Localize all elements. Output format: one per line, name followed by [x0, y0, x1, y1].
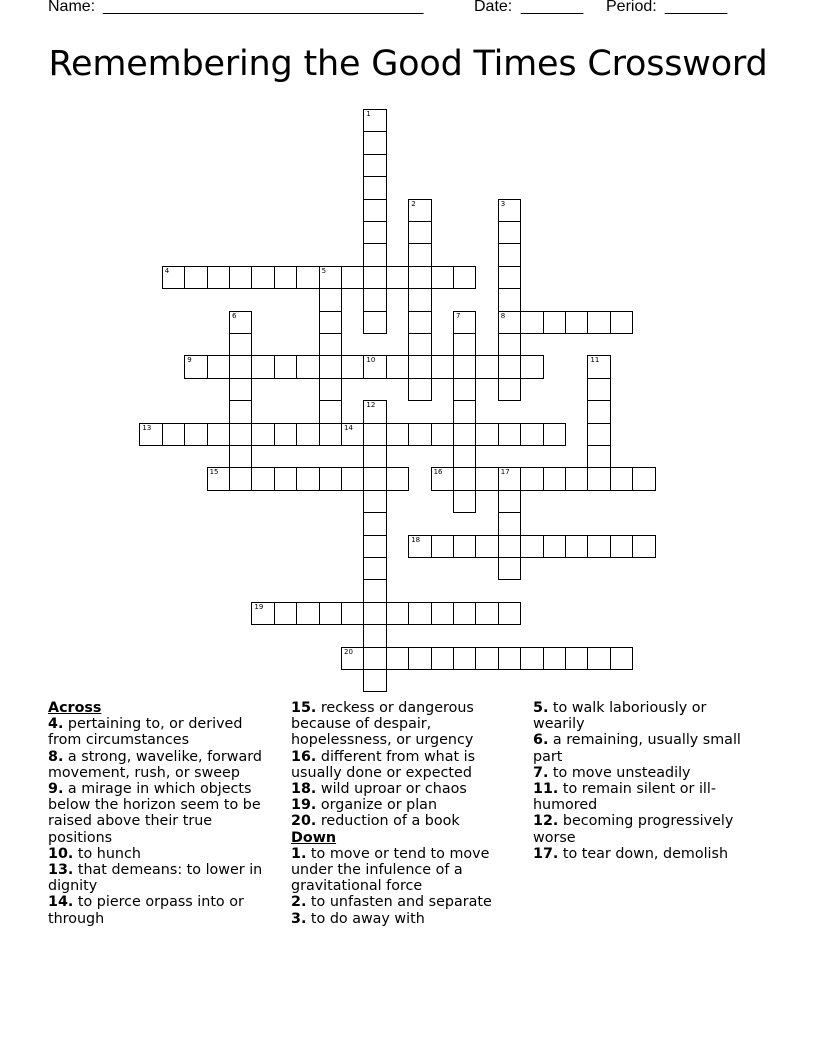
grid-cell[interactable] [207, 467, 230, 490]
grid-cell[interactable] [543, 647, 566, 670]
grid-cell[interactable] [431, 467, 454, 490]
grid-cell[interactable] [341, 647, 364, 670]
clue-number-label: 15. [291, 700, 317, 716]
clue-number: 19 [254, 602, 264, 611]
grid-cell[interactable] [453, 400, 476, 423]
clue-number: 9 [187, 356, 192, 365]
grid-cell[interactable] [251, 602, 274, 625]
clue [291, 749, 506, 781]
clue-number-label: 16. [291, 748, 317, 765]
grid-cell[interactable] [475, 423, 498, 446]
grid-cell[interactable] [431, 266, 454, 289]
clues-column-2 [291, 700, 506, 927]
clue [291, 781, 506, 797]
name-label: Name: [48, 0, 96, 15]
grid-cell[interactable] [386, 423, 409, 446]
grid-cell[interactable] [498, 288, 521, 311]
grid-cell[interactable] [363, 176, 386, 199]
grid-cell[interactable] [319, 423, 342, 446]
grid-cell[interactable] [319, 378, 342, 401]
clue [533, 765, 758, 781]
grid-cell[interactable] [251, 266, 274, 289]
clue [533, 813, 758, 845]
clue [48, 862, 273, 894]
clue [48, 781, 273, 846]
grid-cell[interactable] [274, 355, 297, 378]
grid-cell[interactable] [498, 647, 521, 670]
grid-cell[interactable] [520, 535, 543, 558]
grid-cell[interactable] [632, 535, 655, 558]
grid-cell[interactable] [453, 535, 476, 558]
grid-cell[interactable] [408, 221, 431, 244]
grid-cell[interactable] [229, 423, 252, 446]
grid-cell[interactable] [453, 378, 476, 401]
grid-cell[interactable] [498, 243, 521, 266]
clue-number-label: 19. [291, 797, 317, 814]
grid-cell[interactable] [363, 647, 386, 670]
clue-text: to move or tend to move under the infulence of a gravitational force [291, 845, 490, 895]
grid-cell[interactable] [229, 266, 252, 289]
grid-cell[interactable] [363, 355, 386, 378]
grid-cell[interactable] [610, 467, 633, 490]
grid-cell[interactable] [363, 624, 386, 647]
grid-cell[interactable] [453, 647, 476, 670]
clue-text: organize or plan [316, 797, 437, 814]
grid-cell[interactable] [475, 535, 498, 558]
grid-cell[interactable] [363, 199, 386, 222]
grid-cell[interactable] [453, 355, 476, 378]
clue-number: 7 [456, 311, 461, 320]
grid-cell[interactable] [363, 154, 386, 177]
grid-cell[interactable] [520, 311, 543, 334]
clue-text: reduction of a book [316, 813, 460, 830]
grid-cell[interactable] [408, 243, 431, 266]
clue-number: 6 [232, 311, 237, 320]
clue-text: a strong, wavelike, forward movement, rush, or sweep [48, 748, 262, 781]
grid-cell[interactable] [408, 311, 431, 334]
grid-cell[interactable] [341, 355, 364, 378]
grid-cell[interactable] [363, 266, 386, 289]
grid-cell[interactable] [229, 467, 252, 490]
clue [48, 716, 273, 748]
grid-cell[interactable] [475, 467, 498, 490]
grid-cell[interactable] [565, 311, 588, 334]
grid-cell[interactable] [498, 423, 521, 446]
grid-cell[interactable] [610, 535, 633, 558]
grid-cell[interactable] [498, 199, 521, 222]
grid-cell[interactable] [274, 602, 297, 625]
grid-cell[interactable] [498, 535, 521, 558]
clue-number-label: 2. [291, 894, 307, 911]
grid-cell[interactable] [520, 467, 543, 490]
clue-text: that demeans: to lower in dignity [48, 862, 263, 895]
grid-cell[interactable] [386, 355, 409, 378]
grid-cell[interactable] [386, 467, 409, 490]
grid-cell[interactable] [498, 221, 521, 244]
grid-cell[interactable] [565, 647, 588, 670]
clue [533, 846, 758, 862]
grid-cell[interactable] [587, 445, 610, 468]
grid-cell[interactable] [453, 266, 476, 289]
clue-text: to hunch [73, 845, 141, 862]
clue-number-label: 13. [48, 862, 74, 879]
grid-cell[interactable] [498, 378, 521, 401]
grid-cell[interactable] [587, 378, 610, 401]
grid-cell[interactable] [251, 355, 274, 378]
clue-number-label: 10. [48, 845, 74, 862]
grid-cell[interactable] [139, 423, 162, 446]
grid-cell[interactable] [610, 647, 633, 670]
grid-cell[interactable] [587, 355, 610, 378]
clue-number-label: 1. [291, 845, 307, 862]
clue-number-label: 9. [48, 781, 64, 798]
grid-cell[interactable] [520, 355, 543, 378]
grid-cell[interactable] [363, 467, 386, 490]
grid-cell[interactable] [431, 602, 454, 625]
grid-cell[interactable] [431, 535, 454, 558]
grid-cell[interactable] [363, 445, 386, 468]
grid-cell[interactable] [251, 467, 274, 490]
grid-cell[interactable] [274, 467, 297, 490]
grid-cell[interactable] [587, 423, 610, 446]
clue [48, 749, 273, 781]
grid-cell[interactable] [296, 423, 319, 446]
grid-cell[interactable] [319, 266, 342, 289]
grid-cell[interactable] [229, 445, 252, 468]
period-label: Period: [606, 0, 657, 15]
grid-cell[interactable] [363, 602, 386, 625]
clue-text: different from what is usually done or expected [291, 748, 476, 781]
grid-cell[interactable] [453, 333, 476, 356]
clue-number: 2 [411, 199, 416, 208]
grid-cell[interactable] [184, 266, 207, 289]
grid-cell[interactable] [363, 669, 386, 692]
clue-number-label: 11. [533, 781, 559, 798]
grid-cell[interactable] [363, 490, 386, 513]
name-field[interactable]: ____________________________________ [103, 0, 424, 15]
grid-cell[interactable] [520, 647, 543, 670]
grid-cell[interactable] [498, 512, 521, 535]
grid-cell[interactable] [162, 423, 185, 446]
grid-cell[interactable] [363, 109, 386, 132]
clue-number: 5 [321, 266, 327, 275]
clue [291, 797, 506, 813]
grid-cell[interactable] [319, 602, 342, 625]
grid-cell[interactable] [296, 602, 319, 625]
grid-cell[interactable] [431, 355, 454, 378]
grid-cell[interactable] [408, 647, 431, 670]
grid-cell[interactable] [543, 423, 566, 446]
grid-cell[interactable] [363, 311, 386, 334]
grid-cell[interactable] [207, 423, 230, 446]
grid-cell[interactable] [229, 355, 252, 378]
grid-cell[interactable] [587, 647, 610, 670]
grid-cell[interactable] [341, 602, 364, 625]
grid-cell[interactable] [408, 423, 431, 446]
grid-cell[interactable] [363, 512, 386, 535]
grid-cell[interactable] [341, 467, 364, 490]
grid-cell[interactable] [498, 602, 521, 625]
grid-cell[interactable] [587, 400, 610, 423]
grid-cell[interactable] [520, 423, 543, 446]
grid-cell[interactable] [162, 266, 185, 289]
clue [48, 894, 273, 926]
grid-cell[interactable] [319, 355, 342, 378]
clue-text: to tear down, demolish [558, 845, 729, 862]
grid-cell[interactable] [229, 333, 252, 356]
grid-cell[interactable] [543, 311, 566, 334]
date-label: Date: [474, 0, 513, 15]
grid-cell[interactable] [498, 333, 521, 356]
grid-cell[interactable] [610, 311, 633, 334]
clue [291, 894, 506, 910]
clue-number-label: 12. [533, 813, 559, 830]
grid-cell[interactable] [296, 467, 319, 490]
grid-cell[interactable] [565, 535, 588, 558]
clue-text: a remaining, usually small part [533, 732, 741, 765]
grid-cell[interactable] [319, 333, 342, 356]
grid-cell[interactable] [207, 355, 230, 378]
clue-number: 14 [344, 423, 353, 432]
down-clue-list [291, 846, 506, 927]
grid-cell[interactable] [184, 355, 207, 378]
clue [291, 846, 506, 895]
grid-cell[interactable] [363, 221, 386, 244]
clue [533, 781, 758, 813]
clues-column-1 [48, 700, 273, 927]
grid-cell[interactable] [453, 490, 476, 513]
period-field[interactable]: _______ [665, 0, 728, 15]
grid-cell[interactable] [587, 535, 610, 558]
grid-cell[interactable] [251, 423, 274, 446]
grid-cell[interactable] [319, 311, 342, 334]
grid-cell[interactable] [498, 266, 521, 289]
grid-cell[interactable] [475, 647, 498, 670]
grid-cell[interactable] [543, 535, 566, 558]
across-clue-list [48, 716, 273, 927]
grid-cell[interactable] [229, 400, 252, 423]
grid-cell[interactable] [431, 423, 454, 446]
clue-number: 4 [164, 266, 170, 275]
clue-text: a mirage in which objects below the horizon seem to be raised above their true positions [48, 781, 261, 846]
grid-cell[interactable] [319, 288, 342, 311]
clue-number-label: 3. [291, 910, 307, 927]
clue-number-label: 17. [533, 845, 559, 862]
grid-cell[interactable] [565, 467, 588, 490]
grid-cell[interactable] [341, 266, 364, 289]
grid-cell[interactable] [408, 266, 431, 289]
grid-cell[interactable] [363, 243, 386, 266]
grid-cell[interactable] [453, 602, 476, 625]
clue-text: to do away with [306, 910, 425, 927]
grid-cell[interactable] [319, 467, 342, 490]
clue-number-label: 18. [291, 781, 317, 798]
grid-cell[interactable] [229, 378, 252, 401]
grid-cell[interactable] [408, 535, 431, 558]
clue-number-label: 5. [533, 700, 549, 716]
grid-cell[interactable] [498, 557, 521, 580]
clue-number-label: 4. [48, 716, 64, 733]
grid-cell[interactable] [408, 355, 431, 378]
grid-cell[interactable] [632, 467, 655, 490]
clue-number: 8 [500, 311, 506, 320]
clue-text: reckess or dangerous because of despair, hopelessness, or urgency [291, 700, 474, 749]
clue [291, 911, 506, 927]
grid-cell[interactable] [229, 311, 252, 334]
grid-cell[interactable] [453, 423, 476, 446]
grid-cell[interactable] [363, 400, 386, 423]
grid-cell[interactable] [207, 266, 230, 289]
clue-number-label: 6. [533, 732, 549, 749]
clue-number: 12 [366, 401, 376, 410]
clue-number: 13 [142, 423, 152, 432]
grid-cell[interactable] [431, 647, 454, 670]
clue-number: 11 [590, 356, 600, 365]
grid-cell[interactable] [408, 288, 431, 311]
grid-cell[interactable] [408, 378, 431, 401]
clue [291, 813, 506, 829]
clue-number: 10 [366, 356, 376, 365]
grid-cell[interactable] [363, 288, 386, 311]
clue-text: to move unsteadily [548, 764, 691, 781]
grid-cell[interactable] [363, 423, 386, 446]
clue-number: 20 [344, 647, 353, 656]
clues-column-3 [533, 700, 758, 862]
grid-cell[interactable] [296, 355, 319, 378]
grid-cell[interactable] [408, 199, 431, 222]
grid-cell[interactable] [386, 266, 409, 289]
clue-number: 1 [366, 110, 371, 118]
clue-number-label: 20. [291, 813, 317, 830]
grid-cell[interactable] [184, 423, 207, 446]
clue [533, 700, 758, 732]
grid-cell[interactable] [498, 355, 521, 378]
clue-text: to unfasten and separate [306, 894, 492, 911]
down-heading: Down [291, 829, 337, 846]
grid-cell[interactable] [341, 423, 364, 446]
grid-cell[interactable] [587, 467, 610, 490]
grid-cell[interactable] [363, 535, 386, 558]
across-clue-list-continued [291, 700, 506, 830]
clue-text: becoming progressively worse [533, 813, 734, 846]
clue-number-label: 7. [533, 764, 549, 781]
grid-cell[interactable] [274, 423, 297, 446]
grid-cell[interactable] [363, 579, 386, 602]
grid-cell[interactable] [498, 311, 521, 334]
clue-number: 18 [411, 535, 421, 544]
clue-number-label: 8. [48, 748, 64, 765]
grid-cell[interactable] [386, 647, 409, 670]
page-title: Remembering the Good Times Crossword [48, 44, 768, 84]
across-heading: Across [48, 700, 102, 716]
grid-cell[interactable] [296, 266, 319, 289]
grid-cell[interactable] [408, 602, 431, 625]
grid-cell[interactable] [386, 602, 409, 625]
grid-cell[interactable] [475, 602, 498, 625]
clue [48, 846, 273, 862]
down-clue-list-continued [533, 700, 758, 862]
clue-text: to pierce orpass into or through [48, 894, 244, 927]
clue [533, 732, 758, 764]
clue-number-label: 14. [48, 894, 74, 911]
grid-cell[interactable] [475, 355, 498, 378]
grid-cell[interactable] [453, 467, 476, 490]
clue-text: pertaining to, or derived from circumstances [48, 716, 243, 749]
clue-number: 17 [500, 468, 510, 477]
grid-cell[interactable] [453, 445, 476, 468]
clue-text: to walk laboriously or wearily [533, 700, 707, 733]
clue-number: 15 [209, 468, 219, 477]
clue-number: 16 [433, 468, 443, 477]
clue-number: 3 [500, 199, 506, 208]
grid-cell[interactable] [363, 131, 386, 154]
grid-cell[interactable] [498, 490, 521, 513]
grid-cell[interactable] [587, 311, 610, 334]
clue-text: wild uproar or chaos [316, 781, 467, 798]
grid-cell[interactable] [498, 467, 521, 490]
grid-cell[interactable] [319, 400, 342, 423]
grid-cell[interactable] [274, 266, 297, 289]
grid-cell[interactable] [408, 333, 431, 356]
clue-text: to remain silent or ill-humored [533, 781, 717, 814]
clue [291, 700, 506, 749]
grid-cell[interactable] [453, 311, 476, 334]
grid-cell[interactable] [543, 467, 566, 490]
date-field[interactable]: _______ [521, 0, 584, 15]
grid-cell[interactable] [363, 557, 386, 580]
